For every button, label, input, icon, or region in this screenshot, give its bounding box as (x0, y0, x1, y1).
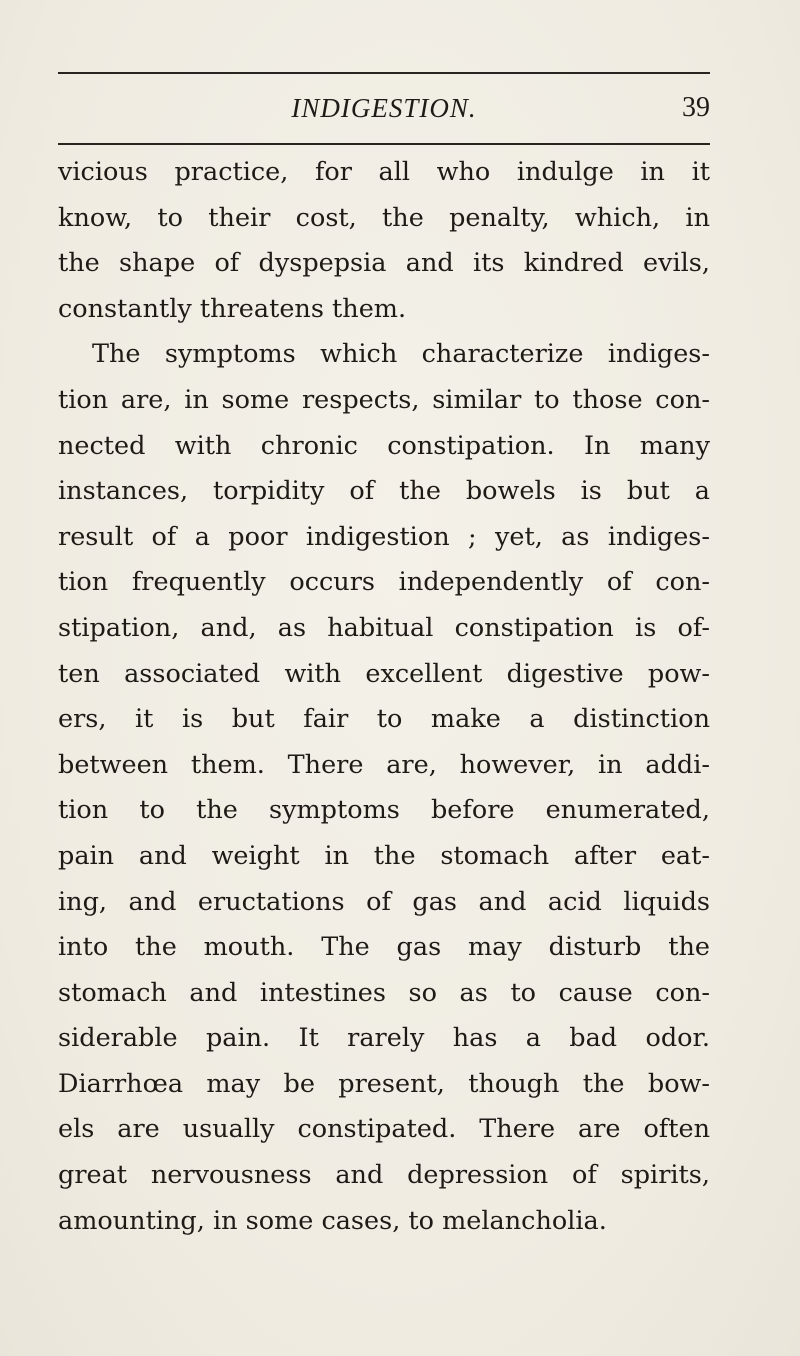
text-line: constantly threatens them. (58, 293, 407, 324)
text-line: tion frequently occurs independently of con- (58, 567, 710, 598)
text-line: stomach and intestines so as to cause con- (58, 977, 710, 1008)
text-line: between them. There are, however, in addi- (58, 749, 710, 780)
page-number: 39 (682, 92, 710, 123)
running-title: INDIGESTION. (291, 93, 477, 123)
text-line: els are usually constipated. There are often (58, 1114, 710, 1145)
text-line: siderable pain. It rarely has a bad odor. (58, 1023, 710, 1054)
text-line: tion to the symptoms before enumerated, (58, 795, 710, 826)
body-text (58, 150, 710, 1244)
header-rule-bottom (58, 143, 710, 145)
text-line: know, to their cost, the penalty, which, in (58, 202, 710, 233)
header-rule-top (58, 72, 710, 74)
text-line: tion are, in some respects, similar to those con- (58, 384, 710, 415)
text-line-paragraph-start: The symptoms which characterize indiges- (92, 339, 710, 370)
text-line: instances, torpidity of the bowels is but a (58, 476, 710, 507)
text-line: stipation, and, as habitual constipation is of- (58, 612, 710, 643)
text-line: into the mouth. The gas may disturb the (58, 932, 710, 963)
text-line: pain and weight in the stomach after eat- (58, 840, 710, 871)
text-line: great nervousness and depression of spirits, (58, 1160, 710, 1191)
text-line: ers, it is but fair to make a distinction (58, 704, 710, 735)
running-head (58, 90, 710, 130)
text-line: ten associated with excellent digestive pow- (58, 658, 710, 689)
text-line: nected with chronic constipation. In many (58, 430, 710, 461)
text-line: ing, and eructations of gas and acid liquids (58, 886, 710, 917)
text-line: Diarrhœa may be present, though the bow- (58, 1068, 710, 1099)
text-line: the shape of dyspepsia and its kindred evils, (58, 248, 710, 279)
text-line: result of a poor indigestion ; yet, as indiges- (58, 521, 710, 552)
text-line: vicious practice, for all who indulge in it (58, 157, 710, 187)
text-line: amounting, in some cases, to melancholia. (58, 1205, 607, 1236)
